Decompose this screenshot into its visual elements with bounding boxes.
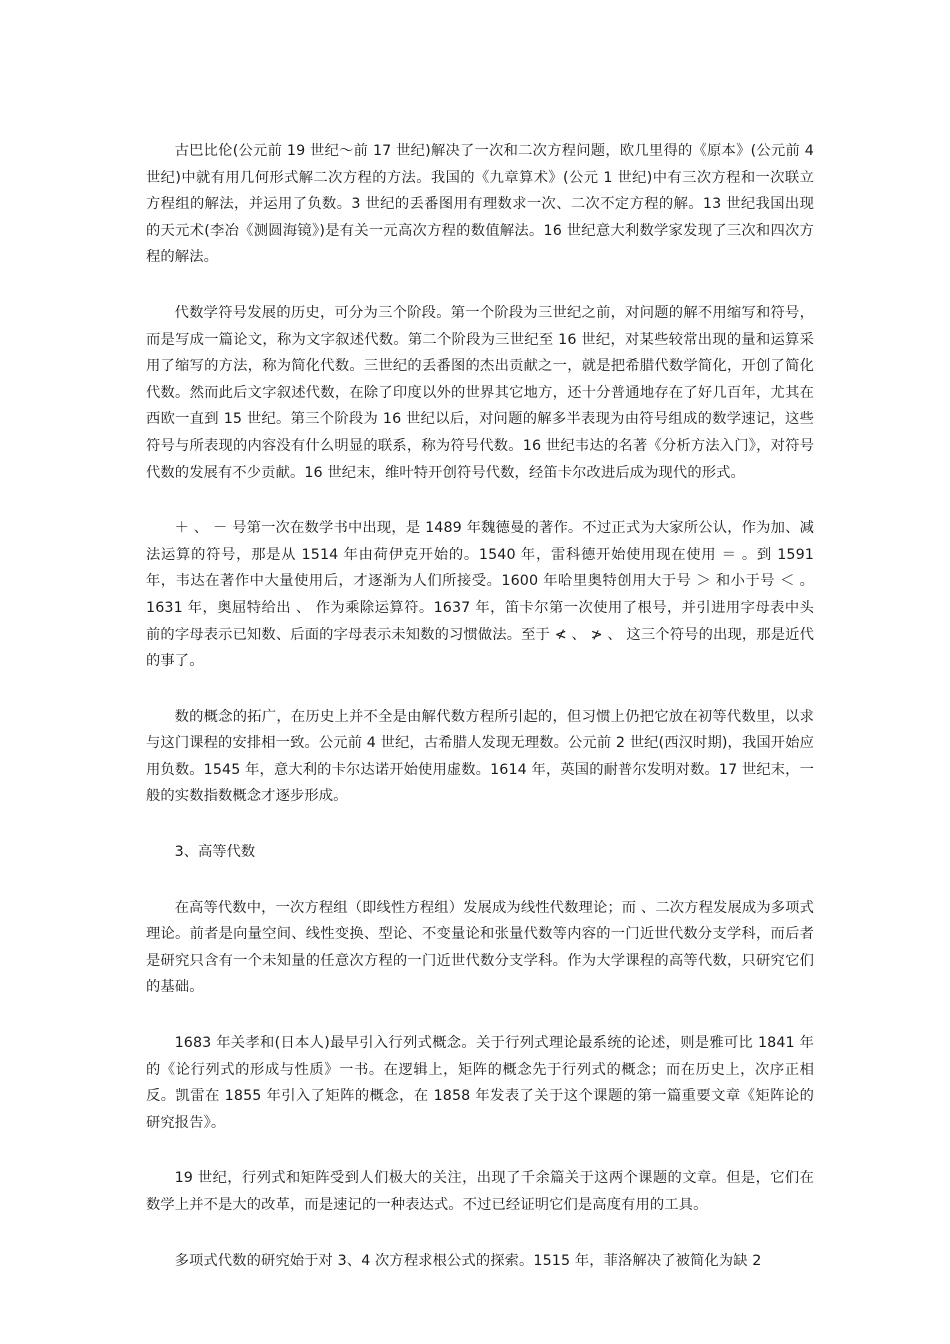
paragraph-polynomial-algebra: 多项式代数的研究始于对 3、4 次方程求根公式的探索。1515 年，菲洛解决了被简化为缺 2 xyxy=(174,1252,762,1269)
paragraph-symbol-history: 代数学符号发展的历史，可分为三个阶段。第一个阶段为三世纪之前，对问题的解不用缩写和符号，而是写成一篇论文，称为文字叙述代数。第二个阶段为三世纪至 16 世纪，对某些较常出现的量和运算采用了缩写的方法，称为简化代数。三世纪的丢番图的杰出贡献之一，就是把希腊代数学简化，开创了简化代数。然而此后文字叙述代数，在除了印度以外的世界其它地方，还十分普通地存在了好几百年，尤其在西欧一直到 15 世纪。第三个阶段为 16 世纪以后，对问题的解多半表现为由符号组成的数学速记，这些符号与所表现的内容没有什么明显的联系，称为符号代数。16 世纪韦达的名著《分析方法入门》，对符号代数的发展有不少贡献。16 世纪末，维叶特开创符号代数，经笛卡尔改进后成为现代的形式。 xyxy=(146,304,814,481)
paragraph-number-concept: 数的概念的拓广，在历史上并不全是由解代数方程所引起的，但习惯上仍把它放在初等代数里，以求与这门课程的安排相一致。公元前 4 世纪，古希腊人发现无理数。公元前 2 世纪(西汉时期)，我国开始应用负数。1545 年，意大利的卡尔达诺开始使用虚数。1614 年，英国的耐普尔发明对数。17 世纪末，一般的实数指数概念才逐步形成。 xyxy=(146,708,814,805)
paragraph-matrices-19th-century: 19 世纪，行列式和矩阵受到人们极大的关注，出现了千余篇关于这两个课题的文章。但是，它们在数学上并不是大的改革，而是速记的一种表达式。不过已经证明它们是高度有用的工具。 xyxy=(146,1170,814,1213)
paragraph-determinants: 1683 年关孝和(日本人)最早引入行列式概念。关于行列式理论最系统的论述，则是雅可比 1841 年的《论行列式的形成与性质》一书。在逻辑上，矩阵的概念先于行列式的概念；而在历史上，次序正相反。凯雷在 1855 年引入了矩阵的概念，在 1858 年发表了关于这个课题的第一篇重要文章《矩阵论的研究报告》。 xyxy=(146,1035,814,1131)
paragraph-higher-algebra: 在高等代数中，一次方程组（即线性方程组）发展成为线性代数理论；而 、二次方程发展成为多项式理论。前者是向量空间、线性变换、型论、不变量论和张量代数等内容的一门近世代数分支学科，而后者是研究只含有一个未知量的任意次方程的一门近世代数分支学科。作为大学课程的高等代数，只研究它们的基础。 xyxy=(146,899,814,996)
section-heading-higher-algebra: 3、高等代数 xyxy=(174,844,256,861)
paragraph-ancient-equations: 古巴比伦(公元前 19 世纪～前 17 世纪)解决了一次和二次方程问题，欧几里得的《原本》(公元前 4 世纪)中就有用几何形式解二次方程的方法。我国的《九章算术》(公元 1 世纪)中有三次方程和一次联立方程组的解法，并运用了负数。3 世纪的丢番图用有理数求一次、二次不定方程的解。13 世纪我国出现的天元术(李冶《测圆海镜》)是有关一元高次方程的数值解法。16 世纪意大利数学家发现了三次和四次方程的解法。 xyxy=(146,143,814,266)
paragraph-operator-symbols: ＋ 、 － 号第一次在数学书中出现，是 1489 年魏德曼的著作。不过正式为大家所公认，作为加、减法运算的符号，那是从 1514 年由荷伊克开始的。1540 年，雷科德开始使用现在使用 ＝ 。到 1591 年，韦达在著作中大量使用后，才逐渐为人们所接受。1600 年哈里奥特创用大于号 ＞ 和小于号 ＜ 。1631 年，奥屈特给出 、 作为乘除运算符。1637 年，笛卡尔第一次使用了根号，并引进用字母表中头前的字母表示已知数、后面的字母表示未知数的习惯做法。至于 ≮ 、 ≯ 、 这三个符号的出现，那是近代的事了。 xyxy=(146,520,814,670)
